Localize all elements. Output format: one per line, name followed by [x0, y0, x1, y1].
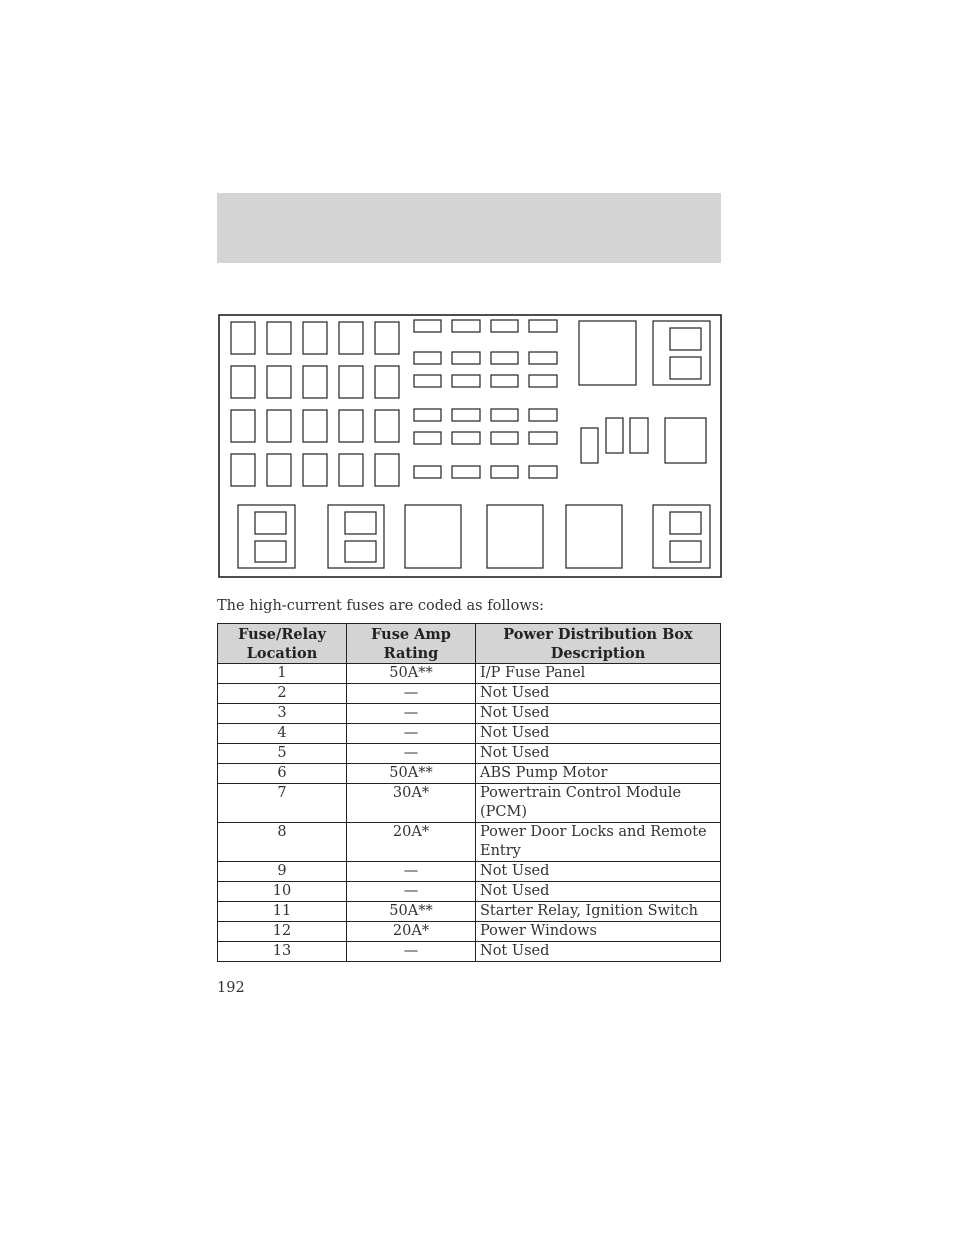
- table-row: [218, 882, 721, 902]
- table-row: [218, 664, 721, 684]
- header-location-line1: Fuse/Relay: [238, 626, 326, 643]
- cell-description: Power Door Locks and Remote Entry: [476, 823, 721, 862]
- page-number: 192: [217, 980, 245, 996]
- table-row: [218, 942, 721, 962]
- cell-location: 4: [218, 724, 347, 744]
- cell-location: 1: [218, 664, 347, 684]
- table-row: [218, 764, 721, 784]
- cell-description: Power Windows: [476, 922, 721, 942]
- cell-description: ABS Pump Motor: [476, 764, 721, 784]
- large-fuse-grid: [231, 322, 399, 486]
- header-rating-line2: Rating: [383, 645, 439, 662]
- fuse-table: [217, 623, 721, 962]
- small-fuse: [630, 418, 648, 453]
- cell-rating: 50A**: [347, 664, 476, 684]
- dual-relay-bottom-right: [653, 505, 710, 568]
- header-description-line1: Power Distribution Box: [503, 626, 693, 643]
- dual-relay-top-right: [653, 321, 710, 385]
- dual-relay-bottom-1: [238, 505, 295, 568]
- cell-location: 12: [218, 922, 347, 942]
- cell-rating: 20A*: [347, 823, 476, 862]
- table-row: [218, 744, 721, 764]
- cell-rating: —: [347, 862, 476, 882]
- cell-description: Not Used: [476, 744, 721, 764]
- table-row: [218, 823, 721, 862]
- fuse-box-svg: [218, 314, 722, 578]
- cell-location: 9: [218, 862, 347, 882]
- header-rating-line1: Fuse Amp: [371, 626, 451, 643]
- cell-rating: 50A**: [347, 764, 476, 784]
- table-row: [218, 784, 721, 823]
- cell-rating: —: [347, 882, 476, 902]
- cell-location: 2: [218, 684, 347, 704]
- cell-description: Not Used: [476, 704, 721, 724]
- cell-location: 5: [218, 744, 347, 764]
- header-band: [217, 193, 721, 263]
- intro-text: The high-current fuses are coded as follows:: [217, 598, 545, 614]
- table-row: [218, 724, 721, 744]
- cell-location: 6: [218, 764, 347, 784]
- cell-description: Not Used: [476, 942, 721, 962]
- cell-rating: 30A*: [347, 784, 476, 823]
- dual-relay-bottom-2: [328, 505, 384, 568]
- cell-rating: —: [347, 942, 476, 962]
- header-location-line2: Location: [246, 645, 318, 662]
- small-fuse: [606, 418, 623, 453]
- cell-location: 13: [218, 942, 347, 962]
- relay-block: [579, 321, 636, 385]
- cell-location: 11: [218, 902, 347, 922]
- cell-rating: —: [347, 744, 476, 764]
- cell-location: 8: [218, 823, 347, 862]
- cell-rating: —: [347, 724, 476, 744]
- header-rating: [347, 624, 476, 664]
- relay-block: [405, 505, 461, 568]
- cell-location: 7: [218, 784, 347, 823]
- header-description-line2: Description: [550, 645, 646, 662]
- cell-description: Powertrain Control Module (PCM): [476, 784, 721, 823]
- cell-description: Not Used: [476, 684, 721, 704]
- cell-rating: 50A**: [347, 902, 476, 922]
- cell-rating: —: [347, 704, 476, 724]
- mini-fuse-grid: [414, 320, 557, 478]
- header-description: [476, 624, 721, 664]
- table-row: [218, 922, 721, 942]
- cell-description: Not Used: [476, 882, 721, 902]
- cell-rating: 20A*: [347, 922, 476, 942]
- cell-location: 10: [218, 882, 347, 902]
- small-fuse: [581, 428, 598, 463]
- relay-block: [665, 418, 706, 463]
- cell-rating: —: [347, 684, 476, 704]
- table-row: [218, 704, 721, 724]
- table-row: [218, 684, 721, 704]
- relay-block: [487, 505, 543, 568]
- table-header-row: [218, 624, 721, 664]
- table-row: [218, 862, 721, 882]
- table-row: [218, 902, 721, 922]
- cell-description: Not Used: [476, 862, 721, 882]
- fuse-box-outline: [219, 315, 721, 577]
- power-distribution-box-diagram: [218, 314, 722, 578]
- cell-description: Not Used: [476, 724, 721, 744]
- cell-description: I/P Fuse Panel: [476, 664, 721, 684]
- relay-block: [566, 505, 622, 568]
- header-location: [218, 624, 347, 664]
- cell-description: Starter Relay, Ignition Switch: [476, 902, 721, 922]
- cell-location: 3: [218, 704, 347, 724]
